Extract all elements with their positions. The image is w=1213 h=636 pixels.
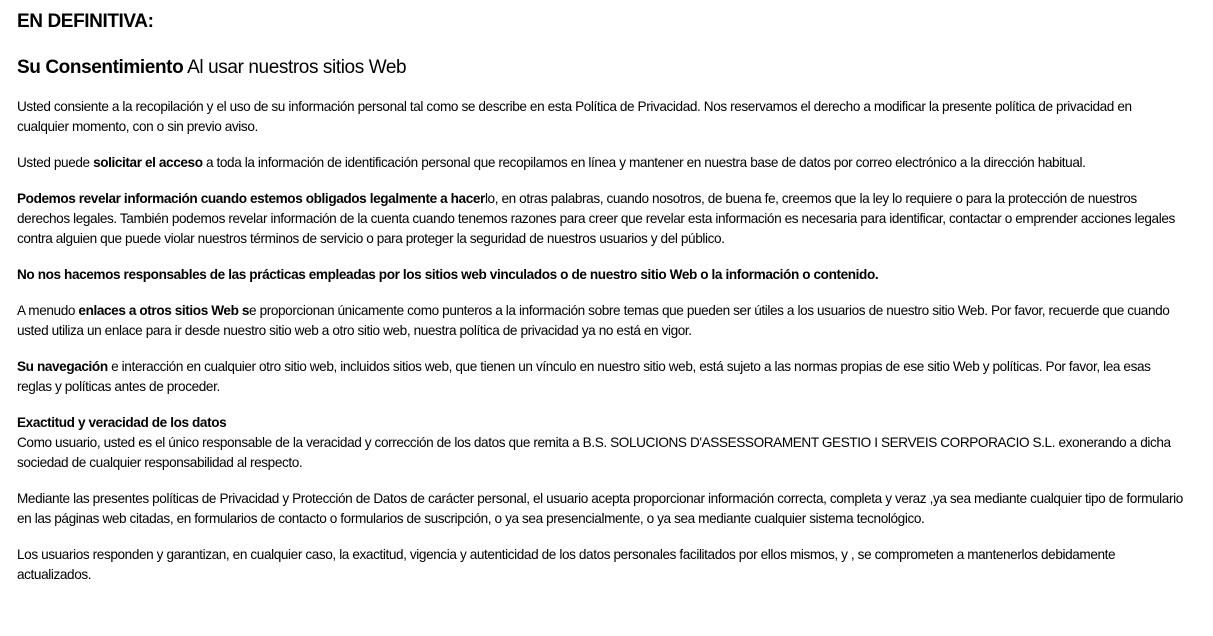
paragraph-navigation-post: e interacción en cualquier otro sitio web, incluidos sitios web, que tienen un vínculo en nuestro sitio web, está sujeto a las normas propias de ese sitio Web y políticas. Por favor, lea esas reglas y políticas antes de proceder.: [17, 359, 1151, 394]
paragraph-navigation-bold: Su navegación: [17, 359, 108, 374]
paragraph-access-bold: solicitar el acceso: [93, 155, 203, 170]
paragraph-access-pre: Usted puede: [17, 155, 94, 170]
consent-heading-bold: Su Consentimiento: [17, 57, 184, 78]
paragraph-legal-disclosure: [17, 189, 1183, 249]
paragraph-no-responsibility-bold: No nos hacemos responsables de las prácticas empleadas por los sitios web vinculados o de nuestro sitio Web o la información o contenido.: [17, 267, 879, 282]
paragraph-legal-bold: Podemos revelar información cuando estemos obligados legalmente a hacer: [17, 191, 485, 206]
paragraph-links-bold: enlaces a otros sitios Web s: [78, 303, 250, 318]
paragraph-links: [17, 301, 1183, 341]
paragraph-links-post: e proporcionan únicamente como punteros a la información sobre temas que pueden ser útiles a los usuarios de nuestro sitio Web. Por favor, recuerde que cuando usted utiliza un enlace para ir desde nuestro sitio web a otro sitio web, nuestra política de privacidad ya no está en vigor.: [17, 303, 1170, 338]
consent-heading-text: Al usar nuestros sitios Web: [183, 57, 407, 78]
paragraph-consent: Usted consiente a la recopilación y el uso de su información personal tal como se describe en esta Política de Privacidad. Nos reservamos el derecho a modificar la presente política de privacidad en cualquier momento, con o sin previo aviso.: [17, 99, 1132, 134]
paragraph-acceptance: Mediante las presentes políticas de Privacidad y Protección de Datos de carácter personal, el usuario acepta proporcionar información correcta, completa y veraz ,ya sea mediante cualquier tipo de formulario en las páginas web citadas, en formularios de contacto o formularios de suscripción, o ya sea presencialmente, o ya sea mediante cualquier sistema tecnológico.: [17, 491, 1183, 526]
paragraph-links-pre: A menudo: [17, 303, 79, 318]
paragraph-accuracy: [17, 413, 1183, 473]
paragraph-no-responsibility: [17, 265, 1183, 285]
consent-heading: [17, 56, 1183, 80]
paragraph-accuracy-title: Exactitud y veracidad de los datos: [17, 415, 227, 430]
paragraph-access: [17, 153, 1183, 173]
section-heading: EN DEFINITIVA:: [17, 11, 154, 32]
paragraph-access-post: a toda la información de identificación personal que recopilamos en línea y mantener en nuestra base de datos por correo electrónico a la dirección habitual.: [202, 155, 1086, 170]
paragraph-guarantee: Los usuarios responden y garantizan, en cualquier caso, la exactitud, vigencia y autenticidad de los datos personales facilitados por ellos mismos, y , se comprometen a mantenerlos debidamente actualizados.: [17, 547, 1116, 582]
paragraph-accuracy-text: Como usuario, usted es el único responsable de la veracidad y corrección de los datos que remita a B.S. SOLUCIONS D'ASSESSORAMENT GESTIO I SERVEIS CORPORACIO S.L. exonerando a dicha sociedad de cualquier responsabilidad al respecto.: [17, 435, 1171, 470]
paragraph-legal-post: lo, en otras palabras, cuando nosotros, de buena fe, creemos que la ley lo requiere o para la protección de nuestros derechos legales. También podemos revelar información de la cuenta cuando tenemos razones para creer que revelar esta información es necesaria para identificar, contactar o emprender acciones legales contra alguien que puede violar nuestros términos de servicio o para proteger la seguridad de nuestros usuarios y del público.: [17, 191, 1175, 246]
paragraph-navigation: [17, 357, 1183, 397]
